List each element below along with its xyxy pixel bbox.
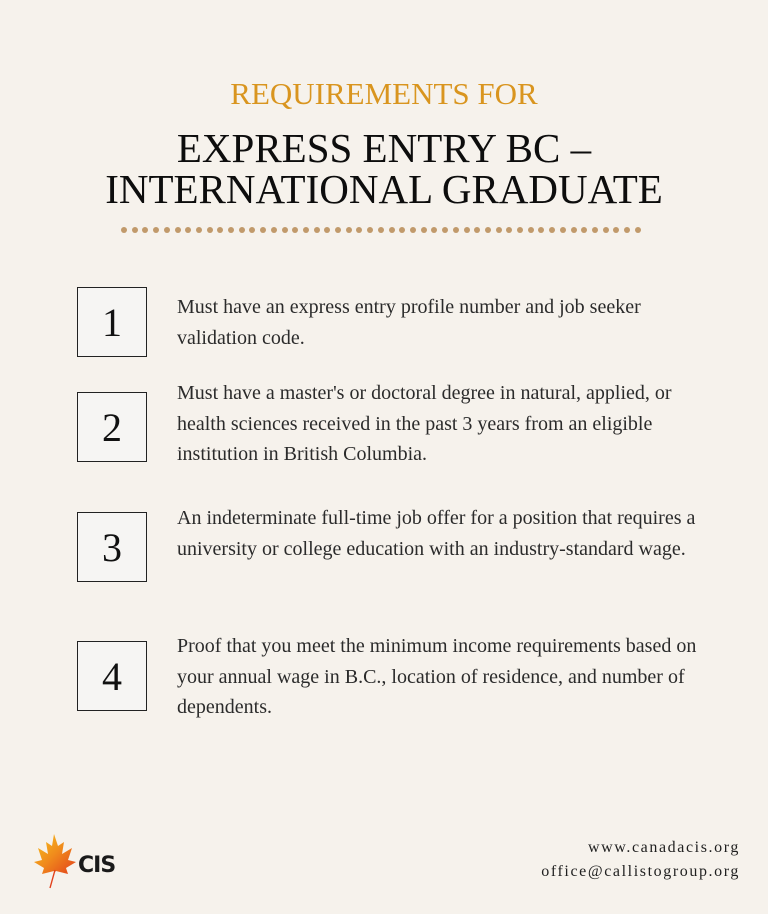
email-link[interactable]: office@callistogroup.org [541, 863, 740, 880]
divider-dot [410, 227, 416, 233]
divider-dot [196, 227, 202, 233]
divider-dot [485, 227, 491, 233]
divider-dot [431, 227, 437, 233]
title-line-2: INTERNATIONAL GRADUATE [105, 166, 663, 212]
requirement-text: Must have a master's or doctoral degree in natural, applied, or health sciences received in the past 3 years from an eligible institution in British Columbia. [177, 382, 672, 465]
divider-dot [121, 227, 127, 233]
subtitle: REQUIREMENTS FOR [230, 76, 538, 111]
divider-dot [496, 227, 502, 233]
divider-dot [260, 227, 266, 233]
number-box: 1 [77, 287, 147, 357]
divider-dot [153, 227, 159, 233]
divider-dot [314, 227, 320, 233]
divider-dot [635, 227, 641, 233]
divider-dot [175, 227, 181, 233]
divider-dot [549, 227, 555, 233]
svg-text:CIS: CIS [78, 853, 116, 878]
divider-dot [421, 227, 427, 233]
divider-dot [378, 227, 384, 233]
divider-dot [249, 227, 255, 233]
divider-dot [528, 227, 534, 233]
divider-dot [613, 227, 619, 233]
contact-info [541, 836, 740, 884]
divider-dot [217, 227, 223, 233]
divider-dot [271, 227, 277, 233]
divider-dot [464, 227, 470, 233]
divider-dot [474, 227, 480, 233]
requirement-text: Must have an express entry profile number and job seeker validation code. [177, 296, 641, 349]
divider-dot [603, 227, 609, 233]
divider-dot [356, 227, 362, 233]
requirement-text: An indeterminate full-time job offer for a position that requires a university or college education with an industry-standard wage. [177, 507, 696, 560]
divider-dot [367, 227, 373, 233]
divider-dot [239, 227, 245, 233]
divider-dot [538, 227, 544, 233]
divider-dot [185, 227, 191, 233]
divider-dot [517, 227, 523, 233]
number-box: 3 [77, 512, 147, 582]
number-box: 2 [77, 392, 147, 462]
divider-dot [303, 227, 309, 233]
divider-dot [581, 227, 587, 233]
divider-dot [324, 227, 330, 233]
website-link[interactable]: www.canadacis.org [587, 839, 740, 856]
requirement-text: Proof that you meet the minimum income requirements based on your annual wage in B.C., location of residence, and number of dependents. [177, 635, 697, 718]
divider-dot [346, 227, 352, 233]
divider-dot [389, 227, 395, 233]
divider-dot [282, 227, 288, 233]
divider-dot [132, 227, 138, 233]
divider-dot [442, 227, 448, 233]
logo [28, 832, 118, 892]
divider-dot [335, 227, 341, 233]
divider-dot [560, 227, 566, 233]
page-title [0, 125, 768, 212]
dotted-divider [121, 227, 641, 235]
maple-leaf-icon [28, 832, 118, 892]
number-box: 4 [77, 641, 147, 711]
divider-dot [207, 227, 213, 233]
divider-dot [624, 227, 630, 233]
divider-dot [506, 227, 512, 233]
divider-dot [592, 227, 598, 233]
divider-dot [453, 227, 459, 233]
divider-dot [142, 227, 148, 233]
title-line-1: EXPRESS ENTRY BC – [176, 125, 592, 171]
divider-dot [292, 227, 298, 233]
divider-dot [228, 227, 234, 233]
divider-dot [399, 227, 405, 233]
divider-dot [164, 227, 170, 233]
divider-dot [571, 227, 577, 233]
